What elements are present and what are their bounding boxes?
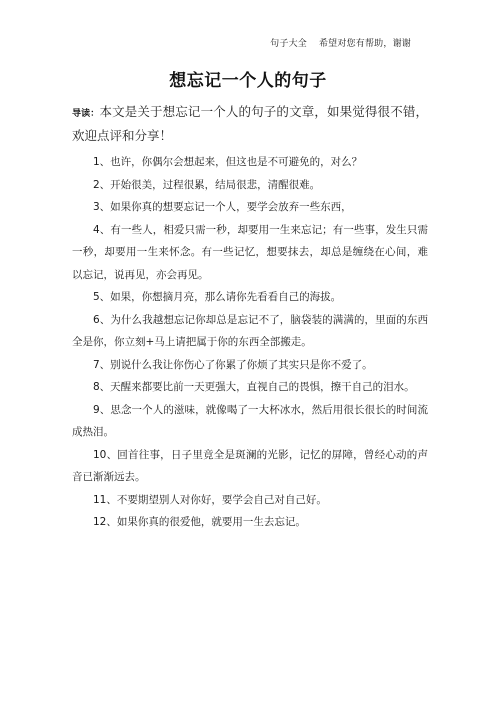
sentence-list	[72, 151, 428, 534]
header-note: 希望对您有帮助，谢谢	[318, 39, 411, 49]
list-item: 12、如果你真的很爱他，就要用一生去忘记。	[93, 516, 306, 528]
intro-text: 本文是关于想忘记一个人的句子的文章，如果觉得很不错，欢迎点评和分享！	[72, 104, 428, 143]
list-item: 6、为什么我越想忘记你却总是忘记不了，脑袋装的满满的，里面的东西全是你，你立刻+马上请把属于你的东西全部搬走。	[72, 313, 428, 348]
list-item: 1、也许，你偶尔会想起来，但这也是不可避免的，对么？	[93, 156, 363, 168]
page-header	[270, 36, 411, 49]
list-item: 10、回首往事，日子里竟全是斑澜的光影，记忆的屏障，曾经心动的声音已渐渐远去。	[72, 448, 428, 483]
intro-paragraph	[72, 101, 428, 147]
intro-label: 导读：	[72, 109, 100, 119]
document-title: 想忘记一个人的句子	[169, 71, 327, 91]
list-item: 2、开始很美，过程很累，结局很悲，清醒很难。	[93, 178, 321, 191]
list-item: 3、如果你真的想要忘记一个人，要学会放弃一些东西，	[93, 201, 352, 213]
list-item: 4、有一些人，相爱只需一秒，却要用一生来忘记；有一些事，发生只需一秒，却要用一生来怀念。有一些记忆，想要抹去，却总是缠绕在心间，难以忘记，说再见，亦会再见。	[72, 223, 428, 281]
list-item: 11、不要期望别人对你好，要学会自己对自己好。	[93, 493, 327, 506]
header-site-name: 句子大全	[270, 39, 307, 49]
list-item: 8、天醒来都要比前一天更强大，直视自己的畏惧，擦干自己的泪水。	[93, 381, 415, 393]
list-item: 9、思念一个人的滋味，就像喝了一大杯冰水，然后用很长很长的时间流成热泪。	[72, 403, 428, 438]
list-item: 7、别说什么我让你伤心了你累了你烦了其实只是你不爱了。	[93, 358, 373, 371]
list-item: 5、如果，你想摘月亮，那么请你先看看自己的海拔。	[93, 291, 342, 303]
